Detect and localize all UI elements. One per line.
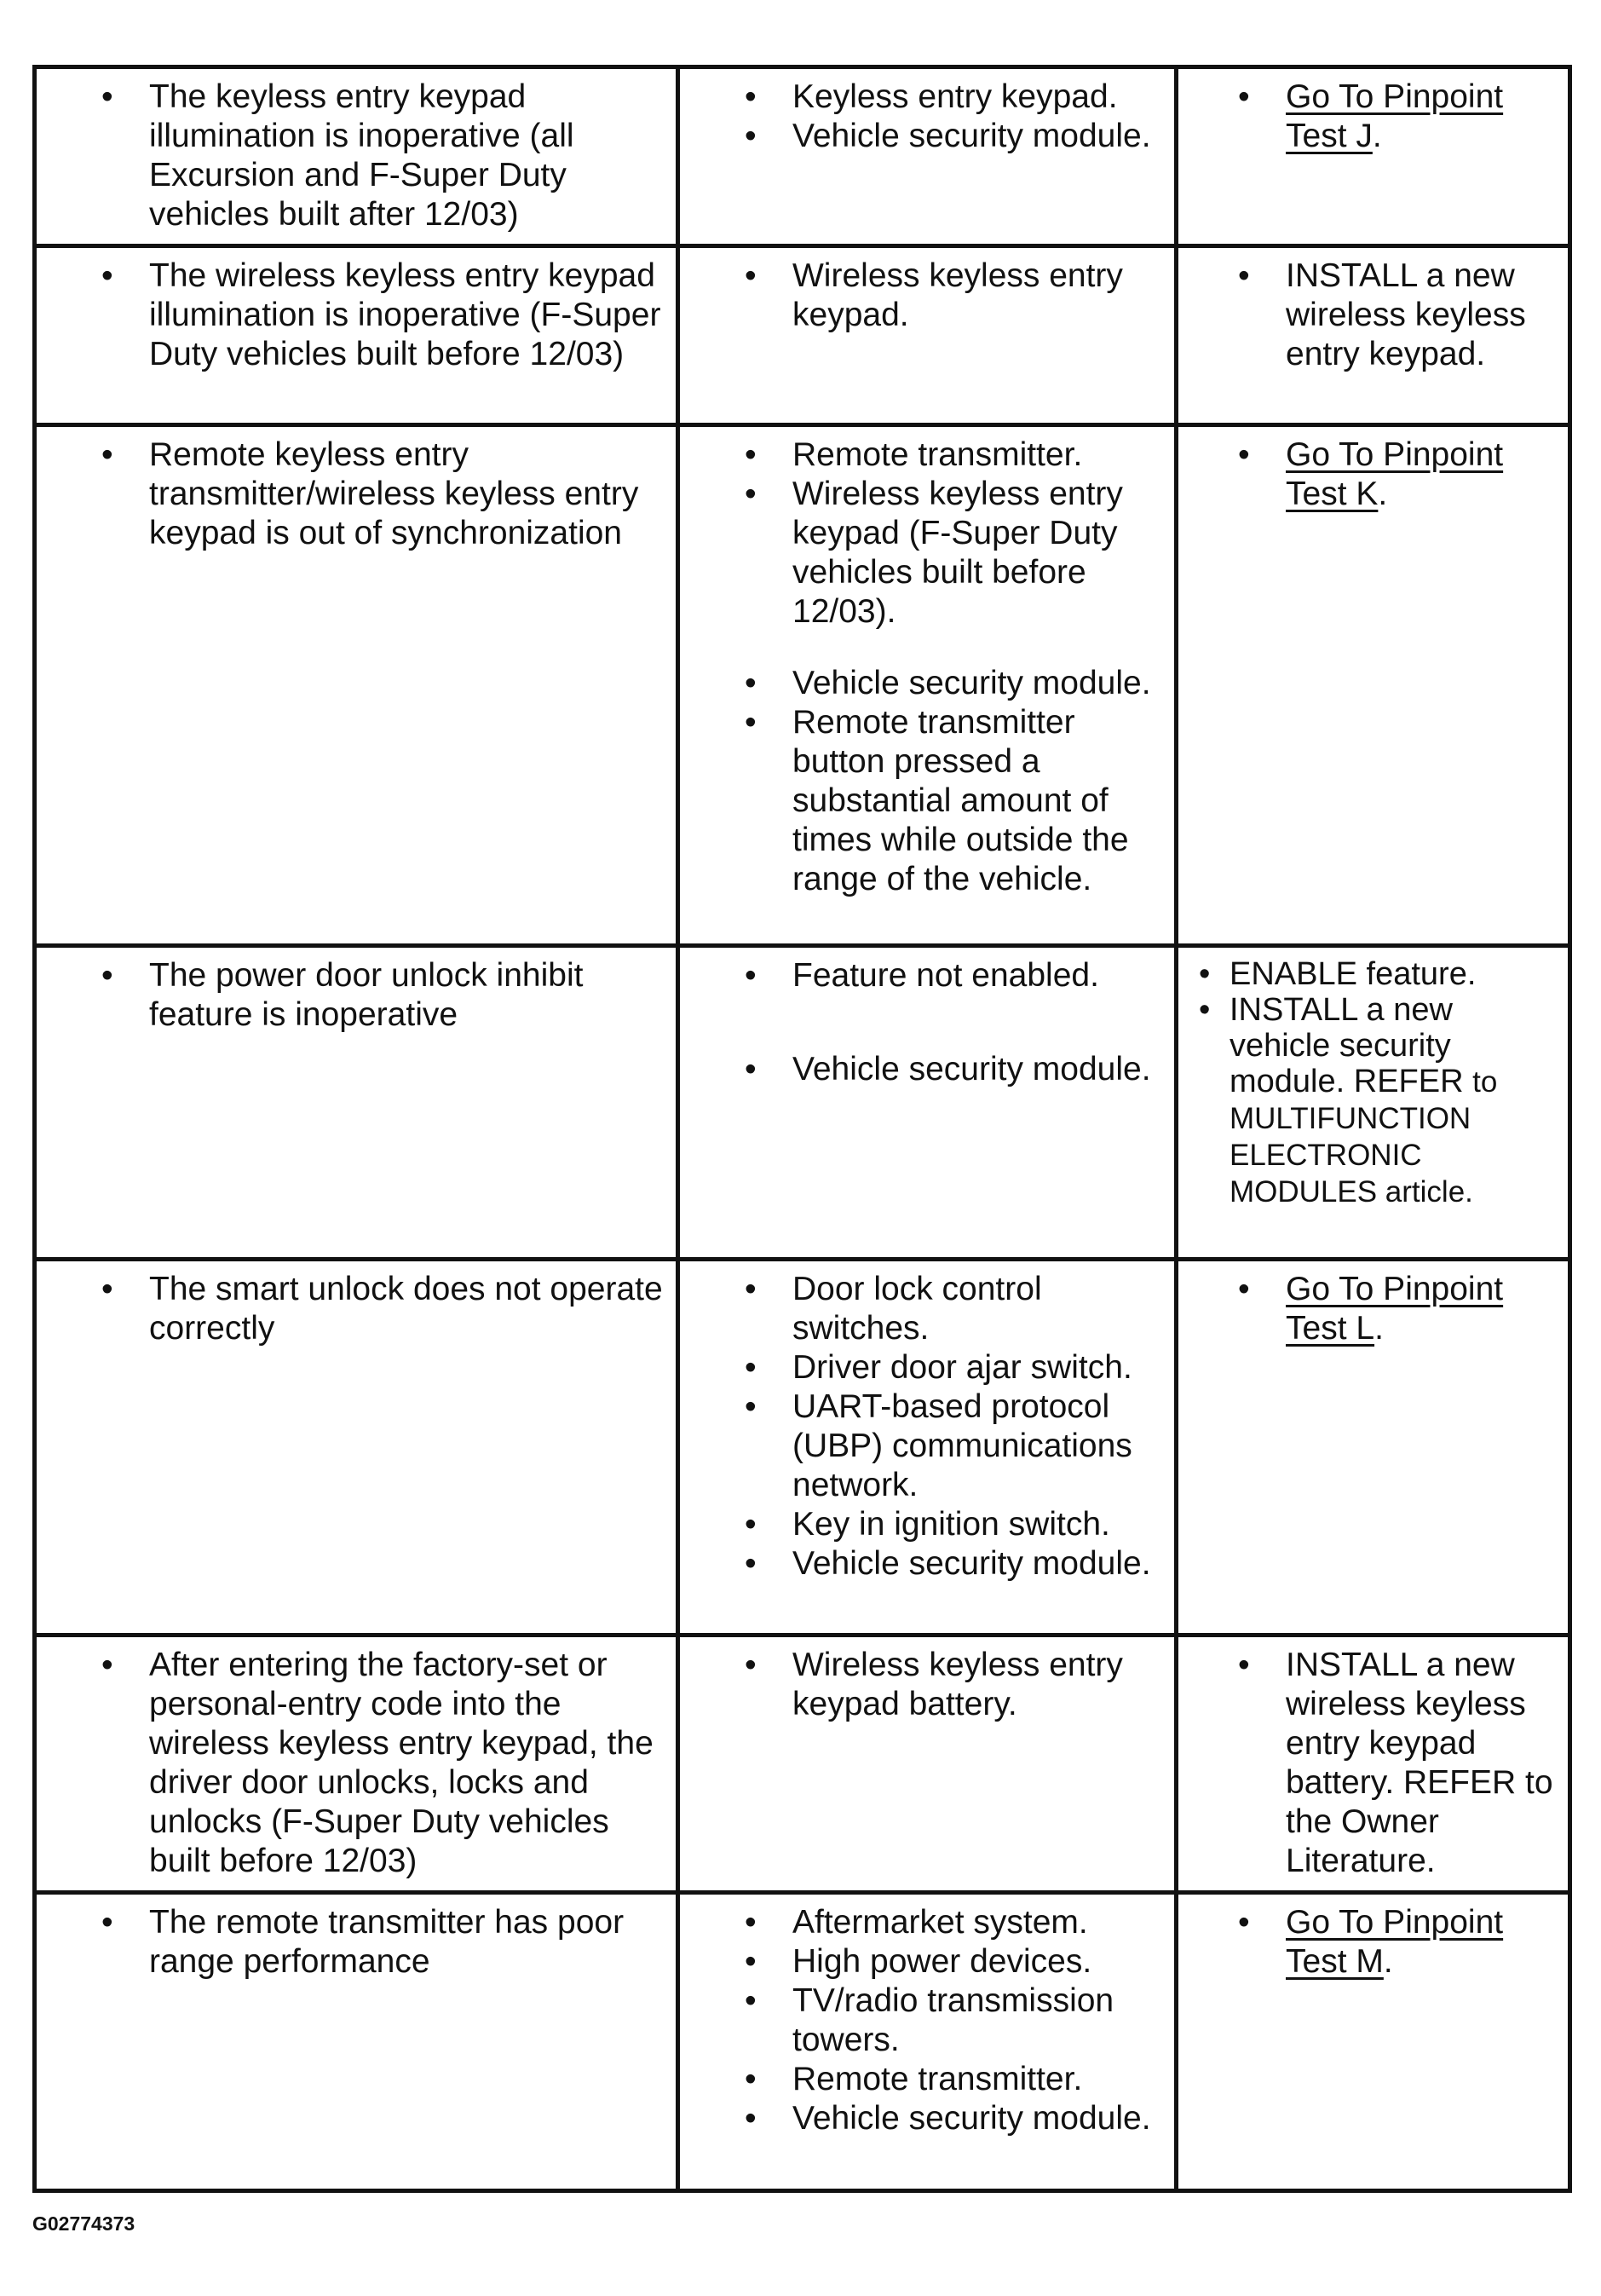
condition-text: • The wireless keyless entry keypad illumination is inoperative (F-Super Duty vehicles built before 12/03) xyxy=(149,257,664,374)
possible-source-cell xyxy=(678,425,1177,946)
action-item xyxy=(1286,1270,1556,1348)
condition-cell xyxy=(35,1260,678,1635)
pinpoint-test-l-link[interactable]: Go To Pinpoint Test L xyxy=(1286,1271,1504,1347)
possible-source-item: • UART-based protocol (UBP) communications network. xyxy=(792,1387,1162,1505)
possible-source-cell xyxy=(678,67,1177,246)
table-row xyxy=(35,246,1570,425)
possible-source-item: • Vehicle security module. xyxy=(792,664,1162,703)
possible-source-item: • Vehicle security module. xyxy=(792,1544,1162,1584)
condition-text: • The smart unlock does not operate correctly xyxy=(149,1270,664,1348)
pinpoint-test-k-link[interactable]: Go To Pinpoint Test K xyxy=(1286,436,1504,512)
table-row xyxy=(35,425,1570,946)
possible-source-item: • Feature not enabled. xyxy=(792,956,1162,995)
table-row xyxy=(35,67,1570,246)
condition-text: • The remote transmitter has poor range performance xyxy=(149,1903,664,1982)
action-suffix: . xyxy=(1374,1310,1384,1347)
possible-source-item: • Wireless keyless entry keypad. xyxy=(792,257,1162,335)
possible-source-item: • Door lock control switches. xyxy=(792,1270,1162,1348)
possible-source-cell xyxy=(678,246,1177,425)
action-item xyxy=(1230,992,1556,1210)
action-reference: to MULTIFUNCTION ELECTRONIC MODULES article. xyxy=(1230,1065,1498,1209)
possible-source-item: • Keyless entry keypad. xyxy=(792,78,1162,117)
possible-source-cell xyxy=(678,946,1177,1260)
condition-cell xyxy=(35,425,678,946)
action-cell xyxy=(1177,1260,1570,1635)
condition-text: • The power door unlock inhibit feature is inoperative xyxy=(149,956,664,1035)
possible-source-item: • Aftermarket system. xyxy=(792,1903,1162,1942)
possible-source-item: • Remote transmitter. xyxy=(792,2060,1162,2099)
possible-source-item: • Key in ignition switch. xyxy=(792,1505,1162,1544)
symptom-chart-table xyxy=(32,65,1572,2193)
action-suffix: . xyxy=(1378,476,1388,512)
table-row xyxy=(35,946,1570,1260)
possible-source-cell xyxy=(678,1893,1177,2191)
action-cell xyxy=(1177,1635,1570,1893)
possible-source-cell xyxy=(678,1260,1177,1635)
action-suffix: . xyxy=(1383,1943,1393,1980)
possible-source-cell xyxy=(678,1635,1177,1893)
action-cell xyxy=(1177,946,1570,1260)
pinpoint-test-j-link[interactable]: Go To Pinpoint Test J xyxy=(1286,78,1504,154)
action-item: • INSTALL a new wireless keyless entry keypad. xyxy=(1286,257,1556,374)
condition-cell xyxy=(35,1635,678,1893)
pinpoint-test-m-link[interactable]: Go To Pinpoint Test M xyxy=(1286,1904,1504,1980)
action-cell xyxy=(1177,246,1570,425)
condition-cell xyxy=(35,1893,678,2191)
possible-source-item: • Vehicle security module. xyxy=(792,2099,1162,2138)
possible-source-item: • Wireless keyless entry keypad battery. xyxy=(792,1646,1162,1724)
action-suffix: . xyxy=(1372,118,1382,154)
possible-source-item: • Vehicle security module. xyxy=(792,117,1162,156)
condition-cell xyxy=(35,946,678,1260)
action-cell xyxy=(1177,425,1570,946)
figure-reference-code: G02774373 xyxy=(32,2212,135,2235)
action-cell xyxy=(1177,67,1570,246)
possible-source-item: • Remote transmitter button pressed a substantial amount of times while outside the range of the vehicle. xyxy=(792,703,1162,899)
possible-source-item: • High power devices. xyxy=(792,1942,1162,1982)
action-item: • INSTALL a new wireless keyless entry keypad battery. REFER to the Owner Literature. xyxy=(1286,1646,1556,1881)
possible-source-item: • Driver door ajar switch. xyxy=(792,1348,1162,1387)
possible-source-item: • Wireless keyless entry keypad (F-Super Duty vehicles built before 12/03). xyxy=(792,475,1162,632)
condition-cell xyxy=(35,67,678,246)
possible-source-item: • Vehicle security module. xyxy=(792,1050,1162,1089)
possible-source-item: • TV/radio transmission towers. xyxy=(792,1982,1162,2060)
action-item: • ENABLE feature. xyxy=(1230,956,1556,992)
action-text: INSTALL a new vehicle security module. REFER xyxy=(1230,992,1464,1099)
condition-cell xyxy=(35,246,678,425)
condition-text: • Remote keyless entry transmitter/wireless keyless entry keypad is out of synchronization xyxy=(149,436,664,553)
action-item xyxy=(1286,436,1556,514)
condition-text: • After entering the factory-set or personal-entry code into the wireless keyless entry keypad, the driver door unlocks, locks and unlocks (F-Super Duty vehicles built before 12/03) xyxy=(149,1646,664,1881)
possible-source-item: • Remote transmitter. xyxy=(792,436,1162,475)
action-item xyxy=(1286,1903,1556,1982)
table-row xyxy=(35,1893,1570,2191)
table-row xyxy=(35,1635,1570,1893)
action-item xyxy=(1286,78,1556,156)
action-cell xyxy=(1177,1893,1570,2191)
table-row xyxy=(35,1260,1570,1635)
condition-text: • The keyless entry keypad illumination is inoperative (all Excursion and F-Super Duty vehicles built after 12/03) xyxy=(149,78,664,234)
